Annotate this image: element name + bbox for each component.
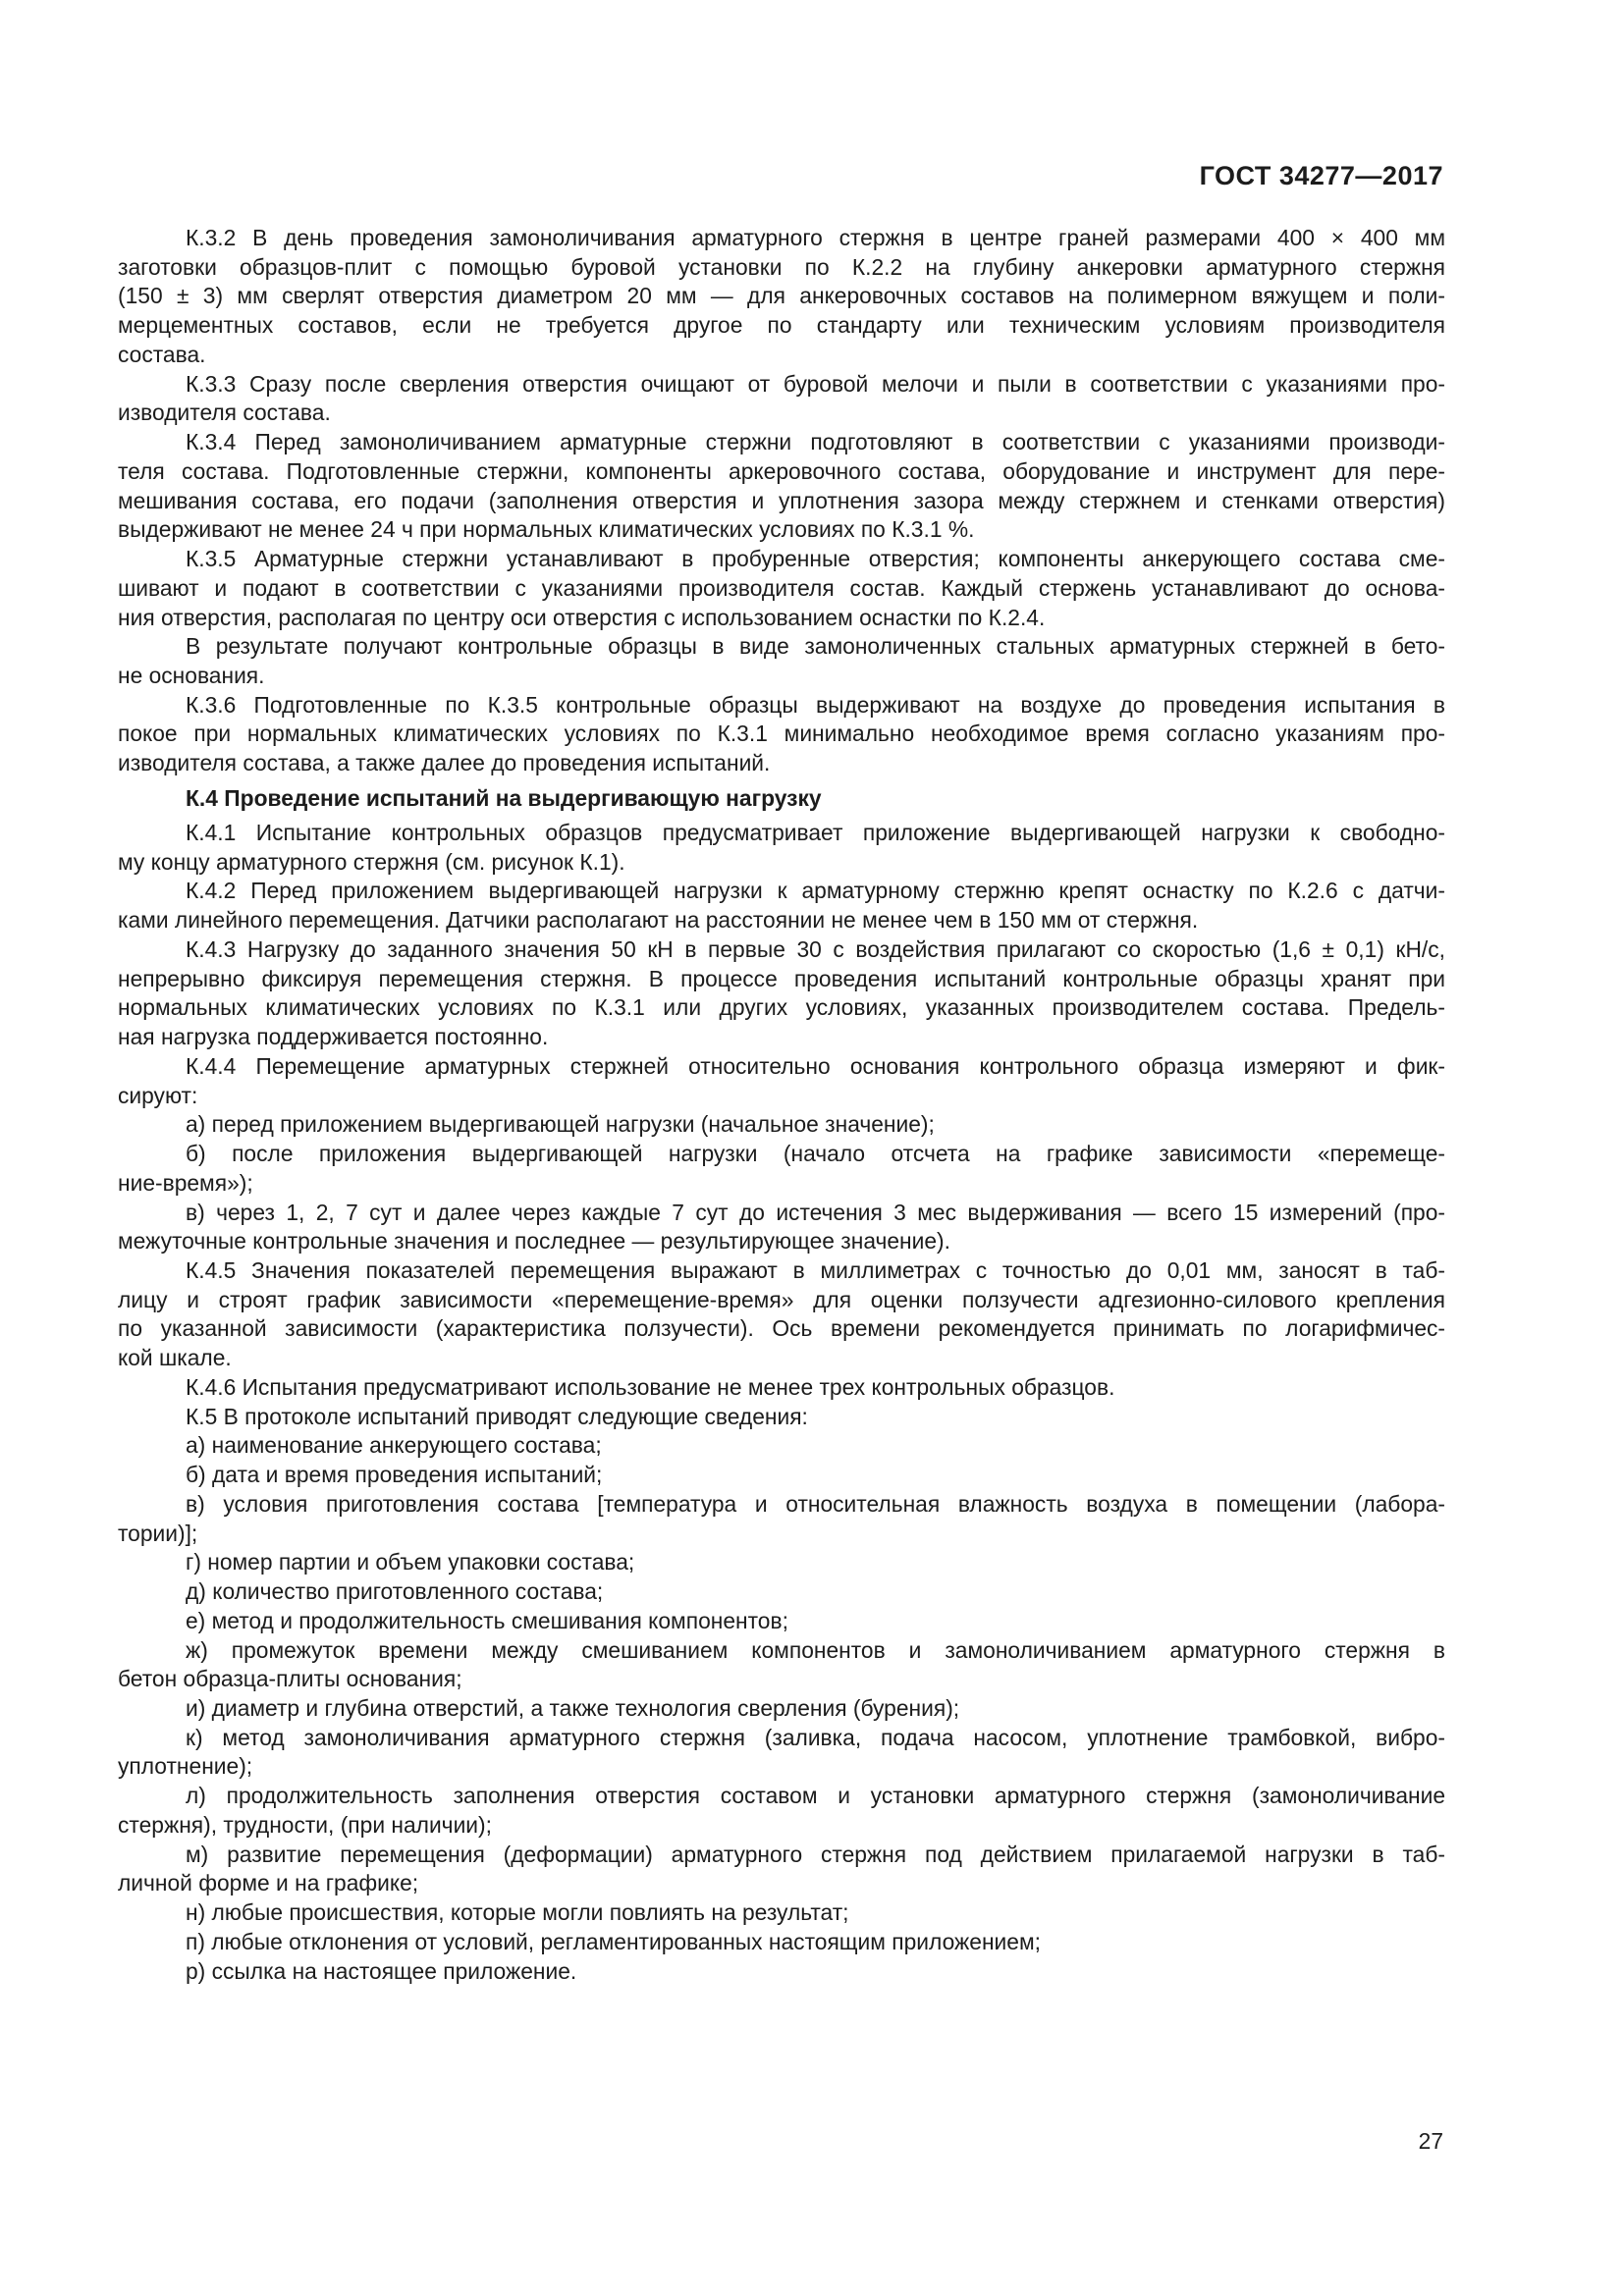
text-line: изводителя состава, а также далее до проведения испытаний. bbox=[118, 750, 771, 776]
text-line: К.3.2 В день проведения замоноличивания арматурного стержня в центре граней размерами 400 × 400 мм bbox=[186, 225, 1445, 250]
list-item: в) условия приготовления состава [температура и относительная влажность воздуха в помещении (лабора- bbox=[186, 1490, 1445, 1517]
text-line: тории)]; bbox=[118, 1520, 198, 1546]
text-line: кой шкале. bbox=[118, 1345, 232, 1371]
list-item: б) дата и время проведения испытаний; bbox=[186, 1462, 603, 1488]
text-line: мерцементных составов, если не требуется другое по стандарту или техническим условиям производителя bbox=[118, 312, 1445, 339]
list-item: б) после приложения выдергивающей нагрузки (начало отсчета на графике зависимости «перемеще- bbox=[186, 1141, 1445, 1167]
text-line: бетон образца-плиты основания; bbox=[118, 1666, 462, 1692]
text-line: личной форме и на графике; bbox=[118, 1870, 419, 1896]
text-line: межуточные контрольные значения и последнее — результирующее значение). bbox=[118, 1228, 950, 1255]
text-line: В результате получают контрольные образцы в виде замоноличенных стальных арматурных стержней в бето- bbox=[186, 633, 1445, 660]
list-item: м) развитие перемещения (деформации) арматурного стержня под действием прилагаемой нагрузки в таб- bbox=[186, 1841, 1445, 1867]
text-line: непрерывно фиксируя перемещения стержня. В процессе проведения испытаний контрольные образцы хранят при bbox=[118, 965, 1445, 991]
text-line: К.4.6 Испытания предусматривают использование не менее трех контрольных образцов. bbox=[186, 1373, 1115, 1400]
list-item: к) метод замоноличивания арматурного стержня (заливка, подача насосом, уплотнение трамбовкой, вибро- bbox=[186, 1724, 1445, 1750]
list-item: а) перед приложением выдергивающей нагрузки (начальное значение); bbox=[186, 1111, 935, 1138]
text-line: лицу и строят график зависимости «перемещение-время» для оценки ползучести адгезионно-силового крепления bbox=[118, 1286, 1445, 1312]
text-line: по указанной зависимости (характеристика ползучести). Ось времени рекомендуется принимать по логарифмичес- bbox=[118, 1315, 1445, 1342]
text-line: К.4.1 Испытание контрольных образцов предусматривает приложение выдергивающей нагрузки к свободно- bbox=[186, 819, 1445, 845]
text-line: К.3.3 Сразу после сверления отверстия очищают от буровой мелочи и пыли в соответствии с указаниями про- bbox=[186, 370, 1445, 397]
text-line: уплотнение); bbox=[118, 1753, 253, 1780]
document-code: ГОСТ 34277—2017 bbox=[1199, 161, 1443, 190]
text-line: ние-время»); bbox=[118, 1169, 253, 1196]
list-item: н) любые происшествия, которые могли повлиять на результат; bbox=[186, 1899, 849, 1926]
document-body bbox=[118, 224, 1445, 1986]
text-line: ками линейного перемещения. Датчики располагают на расстоянии не менее чем в 150 мм от стержня. bbox=[118, 907, 1199, 934]
text-line: ная нагрузка поддерживается постоянно. bbox=[118, 1024, 549, 1050]
text-line: му концу арматурного стержня (см. рисунок К.1). bbox=[118, 848, 625, 875]
list-item: р) ссылка на настоящее приложение. bbox=[186, 1957, 577, 1984]
text-line: сируют: bbox=[118, 1082, 198, 1108]
text-line: стержня), трудности, (при наличии); bbox=[118, 1811, 492, 1838]
text-line: К.3.4 Перед замоноличиванием арматурные стержни подготовляют в соответствии с указаниями производи- bbox=[186, 429, 1445, 455]
list-item: в) через 1, 2, 7 сут и далее через каждые 7 сут до истечения 3 мес выдерживания — всего 15 измерений (про- bbox=[186, 1199, 1445, 1225]
text-line: К.4.3 Нагрузку до заданного значения 50 кН в первые 30 с воздействия прилагают со скоростью (1,6 ± 0,1) кН/с, bbox=[186, 935, 1445, 962]
text-line: выдерживают не менее 24 ч при нормальных климатических условиях по К.3.1 %. bbox=[118, 516, 975, 543]
text-line: К.4.5 Значения показателей перемещения выражают в миллиметрах с точностью до 0,01 мм, заносят в таб- bbox=[186, 1256, 1445, 1283]
list-item: г) номер партии и объем упаковки состава; bbox=[186, 1549, 635, 1575]
text-line: К.4.4 Перемещение арматурных стержней относительно основания контрольного образца измеряют и фик- bbox=[186, 1052, 1445, 1079]
list-item: л) продолжительность заполнения отверстия составом и установки арматурного стержня (замоноличивание bbox=[186, 1783, 1445, 1809]
list-item: п) любые отклонения от условий, регламентированных настоящим приложением; bbox=[186, 1928, 1041, 1954]
text-line: К.4.2 Перед приложением выдергивающей нагрузки к арматурному стержню крепят оснастку по К.2.6 с датчи- bbox=[186, 878, 1445, 904]
list-item: е) метод и продолжительность смешивания компонентов; bbox=[186, 1607, 788, 1633]
list-item: д) количество приготовленного состава; bbox=[186, 1578, 604, 1605]
list-item: и) диаметр и глубина отверстий, а также технология сверления (бурения); bbox=[186, 1694, 960, 1721]
text-line: К.5 В протоколе испытаний приводят следующие сведения: bbox=[186, 1403, 808, 1429]
list-item: а) наименование анкерующего состава; bbox=[186, 1432, 602, 1459]
text-line: К.3.6 Подготовленные по К.3.5 контрольные образцы выдерживают на воздухе до проведения испытания в bbox=[186, 691, 1445, 718]
text-line: не основания. bbox=[118, 663, 265, 689]
text-line: ния отверстия, располагая по центру оси отверстия с использованием оснастки по К.2.4. bbox=[118, 604, 1046, 630]
text-line: изводителя состава. bbox=[118, 400, 331, 426]
page-number: 27 bbox=[1418, 2128, 1443, 2154]
text-line: шивают и подают в соответствии с указаниями производителя состав. Каждый стержень устанавливают до основа- bbox=[118, 574, 1445, 601]
text-line: заготовки образцов-плит с помощью буровой установки по К.2.2 на глубину анкеровки арматурного стержня bbox=[118, 253, 1445, 280]
text-line: К.3.5 Арматурные стержни устанавливают в пробуренные отверстия; компоненты анкерующего состава сме- bbox=[186, 546, 1445, 572]
section-heading: К.4 Проведение испытаний на выдергивающую нагрузку bbox=[186, 784, 822, 811]
text-line: (150 ± 3) мм сверлят отверстия диаметром 20 мм — для анкеровочных составов на полимерном вяжущем и поли- bbox=[118, 283, 1445, 309]
text-line: покое при нормальных климатических условиях по К.3.1 минимально необходимое время согласно указаниям про- bbox=[118, 721, 1445, 747]
text-line: мешивания состава, его подачи (заполнения отверстия и уплотнения зазора между стержнем и стенками отверстия) bbox=[118, 487, 1445, 513]
text-line: состава. bbox=[118, 341, 206, 367]
text-line: теля состава. Подготовленные стержни, компоненты аркеровочного состава, оборудование и инструмент для пере- bbox=[118, 457, 1445, 484]
text-line: нормальных климатических условиях по К.3.1 или других условиях, указанных производителем состава. Предель- bbox=[118, 994, 1445, 1021]
list-item: ж) промежуток времени между смешиванием компонентов и замоноличиванием арматурного стержня в bbox=[186, 1636, 1445, 1663]
